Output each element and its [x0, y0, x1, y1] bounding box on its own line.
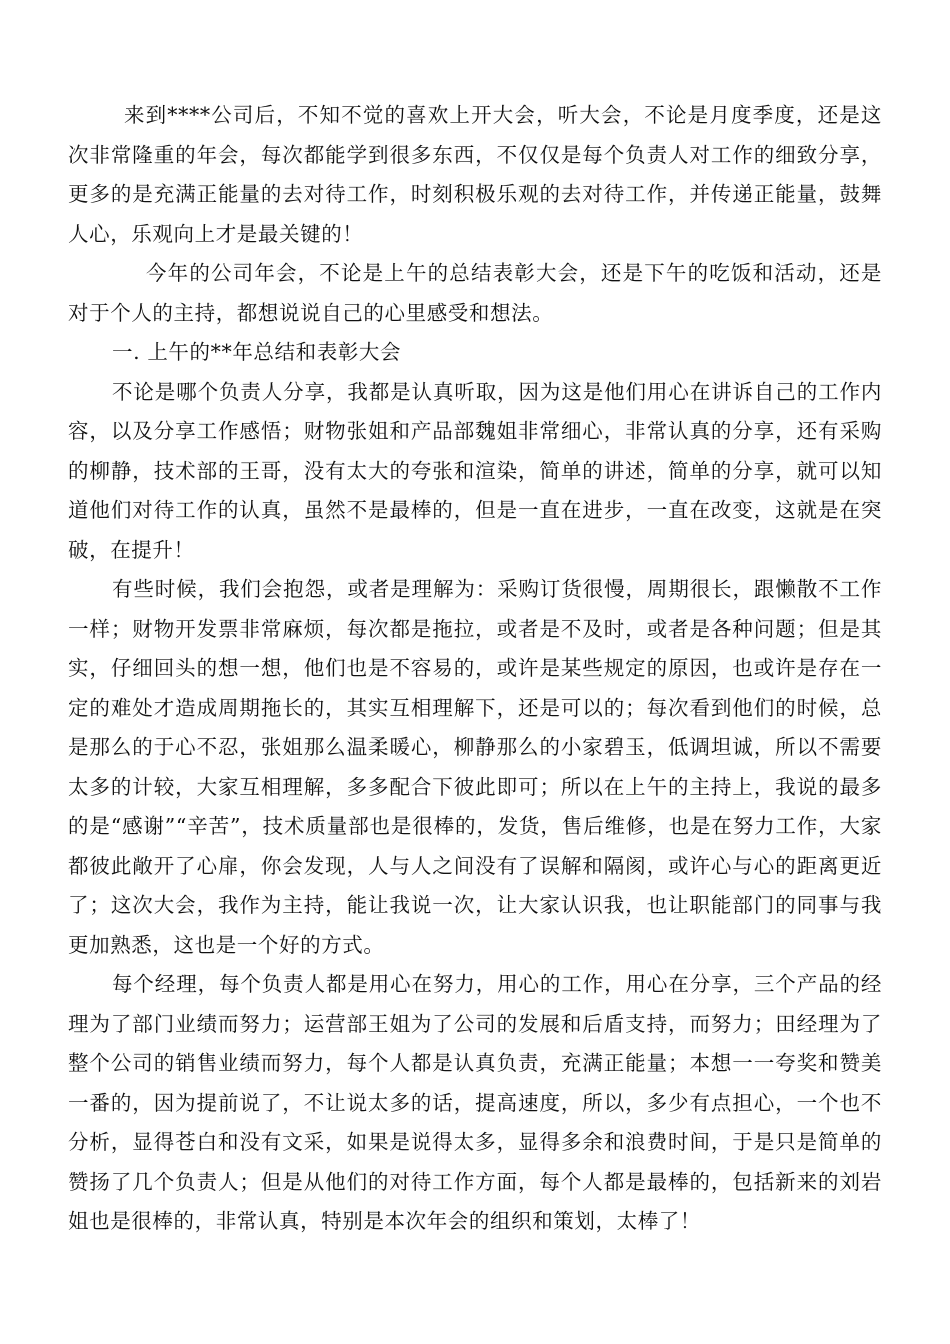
section-heading-morning: 一. 上午的**年总结和表彰大会	[112, 340, 402, 364]
paragraph-understanding: 有些时候，我们会抱怨，或者是理解为：采购订货很慢，周期很长，跟懒散不工作一样；财物开发票非常麻烦，每次都是拖拉，或者是不及时，或者是各种问题；但是其实，仔细回头的想一想，他们也是不容易的，或许是某些规定的原因，也或许是存在一定的难处才造成周期拖长的，其实互相理解下，还是可以的；每次看到他们的时候，总是那么的于心不忍，张姐那么温柔暖心，柳静那么的小家碧玉，低调坦诚，所以不需要太多的计较，大家互相理解，多多配合下彼此即可；所以在上午的主持上，我说的最多的是“感谢”“辛苦”，技术质量部也是很棒的，发货，售后维修，也是在努力工作，大家都彼此敞开了心扉，你会发现，人与人之间没有了误解和隔阂，或许心与心的距离更近了；这次大会，我作为主持，能让我说一次，让大家认识我，也让职能部门的同事与我更加熟悉，这也是一个好的方式。	[68, 577, 882, 957]
document-body	[68, 96, 882, 1242]
paragraph-annual-meeting: 今年的公司年会，不论是上午的总结表彰大会，还是下午的吃饭和活动，还是对于个人的主持，都想说说自己的心里感受和想法。	[68, 261, 882, 325]
paragraph-sharing: 不论是哪个负责人分享，我都是认真听取，因为这是他们用心在讲诉自己的工作内容，以及分享工作感悟；财物张姐和产品部魏姐非常细心，非常认真的分享，还有采购的柳静，技术部的王哥，没有太大的夸张和渲染，简单的讲述，简单的分享，就可以知道他们对待工作的认真，虽然不是最棒的，但是一直在进步，一直在改变，这就是在突破，在提升！	[68, 379, 882, 562]
paragraph-intro: 来到****公司后，不知不觉的喜欢上开大会，听大会，不论是月度季度，还是这次非常隆重的年会，每次都能学到很多东西，不仅仅是每个负责人对工作的细致分享，更多的是充满正能量的去对待工作，时刻积极乐观的去对待工作，并传递正能量，鼓舞人心，乐观向上才是最关键的！	[68, 103, 882, 246]
paragraph-managers: 每个经理，每个负责人都是用心在努力，用心的工作，用心在分享，三个产品的经理为了部门业绩而努力；运营部王姐为了公司的发展和后盾支持，而努力；田经理为了整个公司的销售业绩而努力，每个人都是认真负责，充满正能量；本想一一夸奖和赞美一番的，因为提前说了，不让说太多的话，提高速度，所以，多少有点担心，一个也不分析，显得苍白和没有文采，如果是说得太多，显得多余和浪费时间，于是只是简单的赞扬了几个负责人；但是从他们的对待工作方面，每个人都是最棒的，包括新来的刘岩姐也是很棒的，非常认真，特别是本次年会的组织和策划，太棒了！	[68, 972, 882, 1233]
